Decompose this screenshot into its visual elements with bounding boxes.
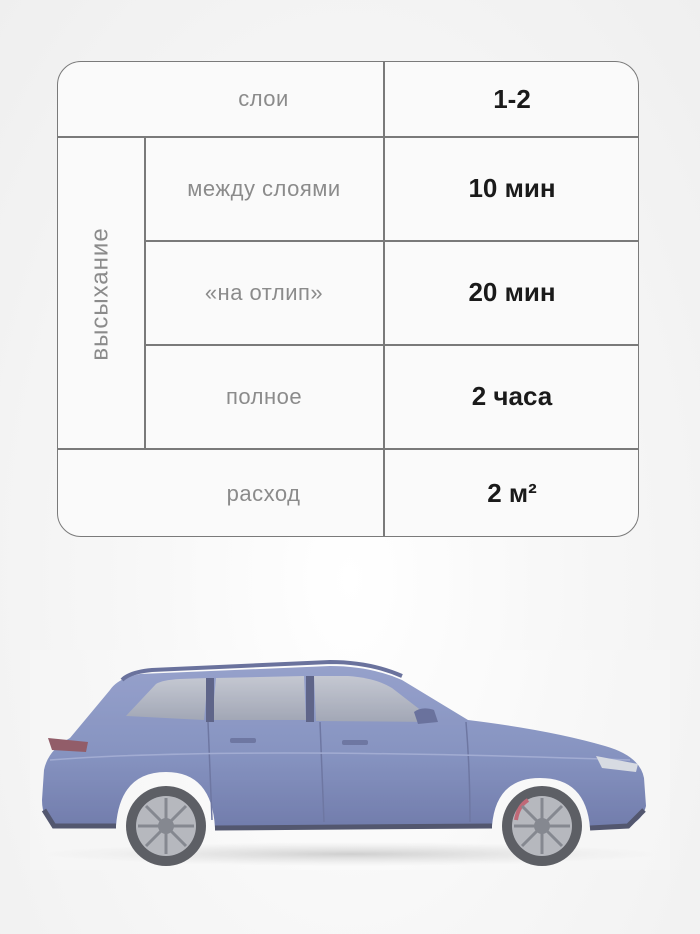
layers-value: 1-2 (493, 83, 531, 114)
between-layers-label: между слоями (187, 175, 341, 201)
consumption-value: 2 м² (487, 478, 537, 508)
drying-group-label: высыхание (87, 226, 114, 361)
spec-table (57, 61, 639, 537)
between-layers-value: 10 мин (468, 173, 556, 203)
car-illustration (30, 650, 670, 870)
consumption-label: расход (226, 480, 301, 506)
full-cure-value: 2 часа (471, 381, 553, 411)
tack-free-label: «на отлип» (204, 279, 324, 305)
layers-label: слои (238, 86, 289, 111)
full-cure-label: полное (225, 383, 303, 409)
tack-free-value: 20 мин (468, 277, 556, 307)
